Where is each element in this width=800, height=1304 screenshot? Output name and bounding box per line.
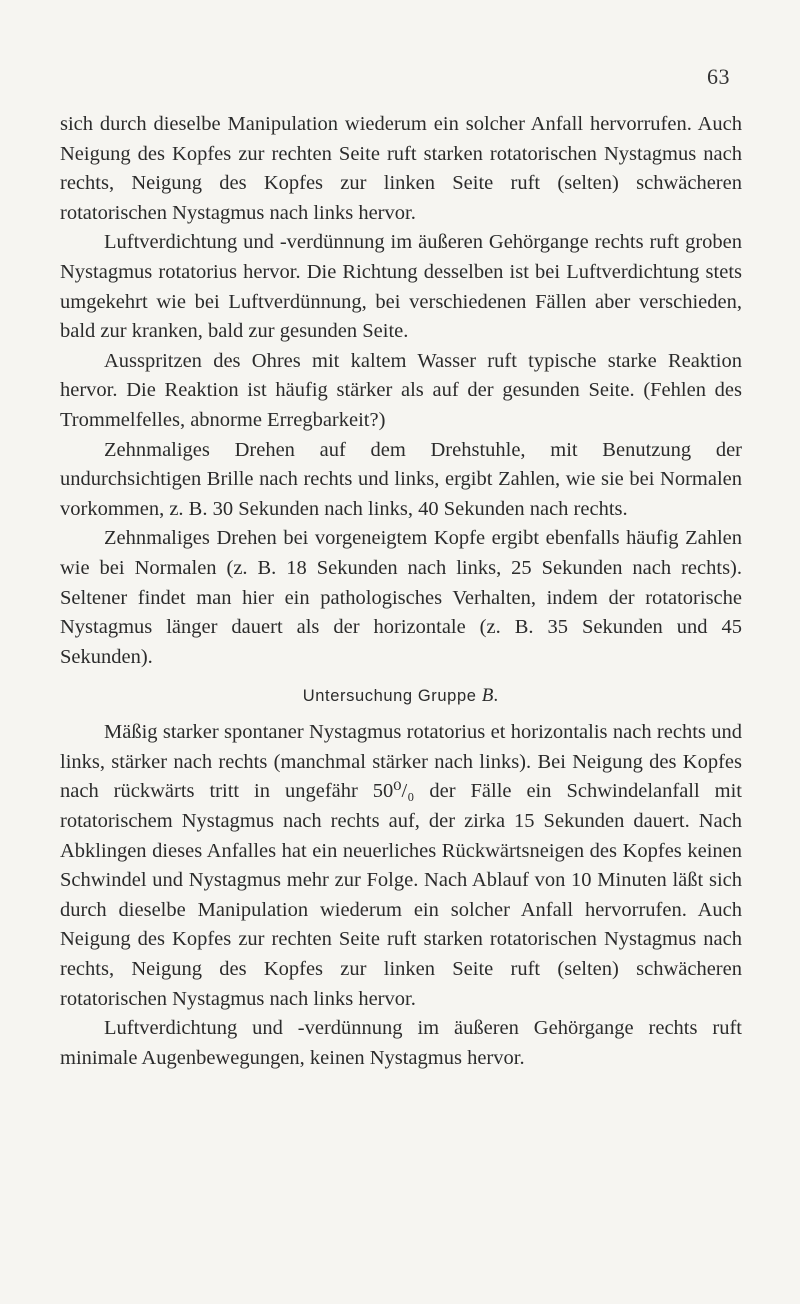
- paragraph-ear-irrigation: Ausspritzen des Ohres mit kaltem Wasser ruft typische starke Reaktion hervor. Die Reaktion ist häufig stärker als auf der gesunden Seite. (Fehlen des Trommelfelles, abnorme Erregbarkeit?): [60, 349, 742, 431]
- body-text: [60, 110, 742, 1073]
- paragraph-group-b-nystagmus: Mäßig starker spontaner Nystagmus rotatorius et horizontalis nach rechts und links, stärker nach rechts (manchmal stärker nach links). Bei Neigung des Kopfes nach rückwärts tritt in ungefähr 50⁰/₀ der Fälle ein Schwindelanfall mit rotatorischem Nystagmus nach rechts auf, der zirka 15 Sekunden dauert. Nach Abklingen dieses Anfalles hat ein neuerliches Rückwärtsneigen des Kopfes keinen Schwindel und Nystagmus mehr zur Folge. Nach Ablauf von 10 Minuten läßt sich durch dieselbe Manipulation wiederum ein solcher Anfall hervorrufen. Auch Neigung des Kopfes zur rechten Seite ruft starken rotatorischen Nystagmus nach rechts, Neigung des Kopfes zur linken Seite ruft (selten) schwächeren rotatorischen Nystagmus nach links hervor.: [60, 721, 742, 1010]
- paragraph-continuation: sich durch dieselbe Manipulation wiederum ein solcher Anfall hervorrufen. Auch Neigung des Kopfes zur rechten Seite ruft starken rotatorischen Nystagmus nach rechts, Neigung des Kopfes zur linken Seite ruft (selten) schwächeren rotatorischen Nystagmus nach links hervor.: [60, 113, 742, 224]
- section-heading-letter: B.: [481, 685, 500, 707]
- section-heading-text: Untersuchung Gruppe: [302, 687, 482, 706]
- paragraph-rotation-test: Zehnmaliges Drehen auf dem Drehstuhle, mit Benutzung der undurchsichtigen Brille nach rechts und links, ergibt Zahlen, wie sie bei Normalen vorkommen, z. B. 30 Sekunden nach links, 40 Sekunden nach rechts.: [60, 438, 742, 520]
- paragraph-rotation-head-tilted: Zehnmaliges Drehen bei vorgeneigtem Kopfe ergibt ebenfalls häufig Zahlen wie bei Normalen (z. B. 18 Sekunden nach links, 25 Sekunden nach rechts). Seltener findet man hier ein pathologisches Verhalten, indem der rotatorische Nystagmus länger dauert als der horizontale (z. B. 35 Sekunden und 45 Sekunden).: [60, 527, 742, 668]
- paragraph-group-b-air-pressure: Luftverdichtung und -verdünnung im äußeren Gehörgange rechts ruft minimale Augenbewegungen, keinen Nystagmus hervor.: [60, 1017, 742, 1069]
- page-number: 63: [707, 64, 730, 89]
- paragraph-air-pressure: Luftverdichtung und -verdünnung im äußeren Gehörgange rechts ruft groben Nystagmus rotatorius hervor. Die Richtung desselben ist bei Luftverdichtung stets umgekehrt wie bei Luftverdünnung, bei verschiedenen Fällen aber verschieden, bald zur kranken, bald zur gesunden Seite.: [60, 231, 742, 343]
- section-heading: [60, 684, 742, 708]
